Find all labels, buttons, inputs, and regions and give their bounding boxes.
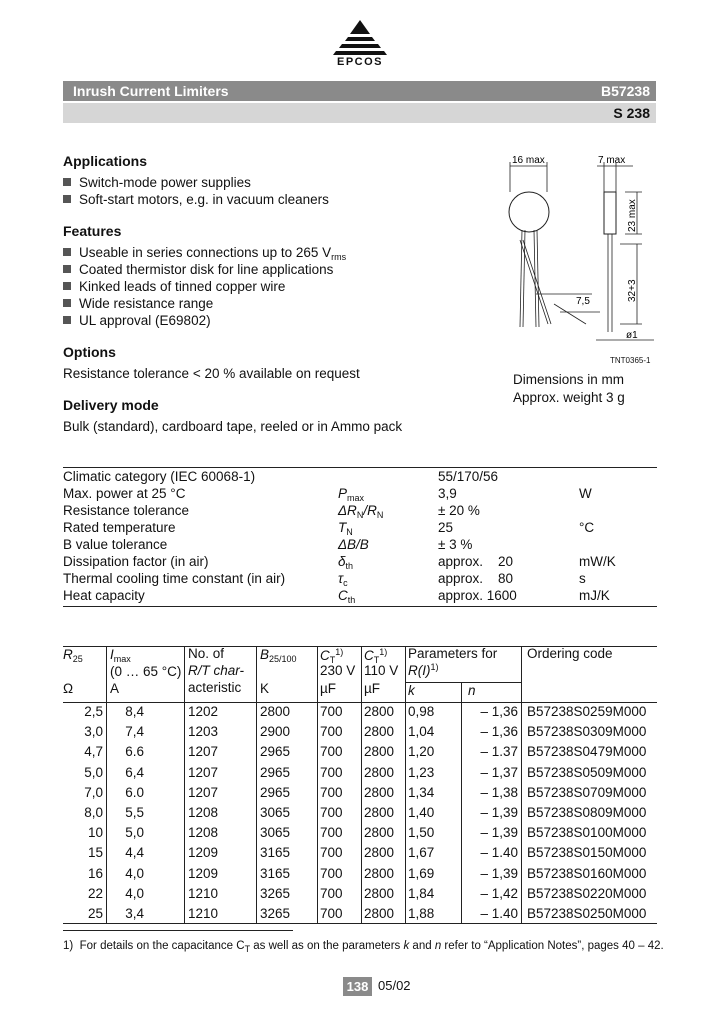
cell-ct-230: 700 [320,764,343,780]
header-ct110-unit: µF [364,681,381,696]
table-row [63,906,657,924]
table-row [63,724,657,742]
cell-k: 1,34 [408,784,435,800]
header-order: Ordering code [527,646,613,661]
cell-ct-110: 2800 [364,704,395,719]
page-number: 138 [343,977,372,996]
spec-row: Thermal cooling time constant (in air) $\tau_c$ approx. 80 s [63,571,586,588]
cell-ct-230: 700 [320,805,343,820]
cell-ct-230: 700 [320,724,343,740]
cell-ct-230: 700 [320,906,343,921]
cell-n: – 1,36 [480,704,518,719]
cell-rt-char: 1202 [188,704,219,719]
features-item: Coated thermistor disk for line applications [63,262,333,277]
cell-rt-char: 1208 [188,805,219,820]
dim-pitch-label: 7,5 [576,296,590,307]
cell-ordering-code: B57238S0809M000 [527,805,647,820]
table-row [63,845,657,863]
cell-b-value: 2965 [260,764,291,780]
cell-r25: 16 [87,865,103,881]
table-row [63,886,657,904]
cell-rt-char: 1210 [188,885,219,901]
cell-n: – 1.40 [480,845,518,861]
header-r25: $R_{25}$ [63,647,83,664]
cell-r25: 15 [87,845,103,861]
cell-rt-char: 1207 [188,744,219,760]
cell-ct-230: 700 [320,784,343,800]
cell-imax: 5,5 [125,805,144,820]
cell-b-value: 3265 [260,906,291,921]
dimension-caption: Dimensions in mm Approx. weight 3 g [513,372,625,405]
spec-row: B value tolerance ΔB/B ± 3 % [63,537,473,552]
header-n: n [468,683,476,698]
title-bar [63,81,656,101]
cell-ordering-code: B57238S0100M000 [527,825,647,841]
cell-r25: 8,0 [84,805,103,820]
cell-b-value: 2800 [260,704,291,719]
features-heading: Features [63,223,122,239]
cell-imax: 4,4 [125,845,144,861]
cell-ct-230: 700 [320,865,343,881]
cell-ct-110: 2800 [364,744,395,760]
table-row [63,744,657,762]
cell-ordering-code: B57238S0150M000 [527,845,647,861]
header-params: Parameters for [408,646,498,661]
header-params2: $R(I)^{1)}$ [408,662,439,678]
header-ct230-v: 230 V [320,663,356,678]
series-bar [63,103,656,123]
cell-r25: 22 [87,885,103,901]
cell-ct-110: 2800 [364,906,395,921]
cell-n: – 1,38 [480,784,518,800]
cell-k: 1,20 [408,744,435,760]
issue-date: 05/02 [378,978,411,993]
features-item: UL approval (E69802) [63,313,211,328]
cell-n: – 1.37 [480,744,518,760]
cell-ct-110: 2800 [364,724,395,740]
cell-k: 1,40 [408,805,435,820]
cell-ordering-code: B57238S0250M000 [527,906,647,921]
dim-diameter-label: ø1 [626,330,638,341]
spec-row: Rated temperature $T_N$ 25 °C [63,520,595,537]
spec-row: Resistance tolerance $\Delta R_N/R_N$ ± 20 % [63,503,480,520]
cell-r25: 7,0 [84,784,103,800]
features-item: Wide resistance range [63,296,213,311]
cell-ct-110: 2800 [364,845,395,861]
cell-ct-230: 700 [320,845,343,861]
header-r25-unit: Ω [63,681,74,696]
cell-k: 1,88 [408,906,435,921]
cell-k: 1,04 [408,724,435,740]
header-ct110: $C_T^{1)}$ [364,647,388,665]
dim-16-label: 16 max [512,155,545,166]
cell-n: – 1,39 [480,805,518,820]
cell-ct-110: 2800 [364,805,395,820]
header-no2: R/T char- [188,663,245,678]
cell-k: 1,69 [408,865,435,881]
header-k: k [408,683,415,698]
cell-r25: 10 [87,825,103,841]
delivery-text: Bulk (standard), cardboard tape, reeled or in Ammo pack [63,419,403,434]
cell-ct-110: 2800 [364,865,395,881]
header-ct230-unit: µF [320,681,337,696]
cell-b-value: 3165 [260,865,291,881]
cell-imax: 6.6 [125,744,144,760]
cell-rt-char: 1203 [188,724,219,740]
header-ct230: $C_T^{1)}$ [320,647,344,665]
features-item: Useable in series connections up to 265 $V_{rms}$ [63,245,346,262]
header-b-unit: K [260,681,270,696]
dim-7-label: 7 max [598,155,626,166]
part-number: B57238 [600,83,650,99]
delivery-heading: Delivery mode [63,397,159,413]
cell-k: 1,67 [408,845,435,861]
cell-ct-230: 700 [320,744,343,760]
cell-n: – 1,37 [480,764,518,780]
cell-imax: 6,4 [125,764,144,780]
cell-k: 0,98 [408,704,435,719]
header-ct110-v: 110 V [364,663,399,678]
cell-rt-char: 1209 [188,865,219,881]
cell-k: 1,23 [408,764,435,780]
cell-k: 1,50 [408,825,435,841]
table-row [63,805,657,823]
cell-ct-230: 700 [320,885,343,901]
document-title: Inrush Current Limiters [73,83,229,99]
cell-ct-110: 2800 [364,825,395,841]
cell-ct-110: 2800 [364,784,395,800]
cell-ordering-code: B57238S0509M000 [527,764,647,780]
spec-row: Heat capacity $C_{th}$ approx. 1600 mJ/K [63,588,610,605]
table-row [63,825,657,843]
cell-r25: 2,5 [84,704,103,719]
applications-heading: Applications [63,153,148,169]
cell-rt-char: 1207 [188,764,219,780]
footnote-rule [63,930,293,931]
cell-b-value: 3265 [260,885,291,901]
cell-k: 1,84 [408,885,435,901]
cell-r25: 25 [87,906,103,921]
header-imax: $I_{max}$ [110,647,131,664]
cell-imax: 3,4 [125,906,144,921]
applications-item: Switch-mode power supplies [63,175,251,190]
applications-item: Soft-start motors, e.g. in vacuum cleaners [63,192,329,207]
cell-rt-char: 1210 [188,906,219,921]
cell-ordering-code: B57238S0160M000 [527,865,647,881]
epcos-logo-text: EPCOS [336,56,383,68]
options-text: Resistance tolerance < 20 % available on request [63,366,360,381]
drawing-code: TNT0365-1 [610,356,651,365]
cell-ct-110: 2800 [364,764,395,780]
header-imax-range: (0 … 65 °C) [110,664,182,679]
table-row [63,866,657,884]
dimension-drawing [500,152,660,368]
cell-n: – 1,39 [480,865,518,881]
cell-r25: 4,7 [84,744,103,760]
cell-imax: 5,0 [125,825,144,841]
series-label: S 238 [613,105,650,121]
header-imax-unit: A [110,681,120,696]
cell-ct-230: 700 [320,825,343,841]
cell-ordering-code: B57238S0220M000 [527,885,647,901]
cell-b-value: 3065 [260,825,291,841]
spec-row: Dissipation factor (in air) $\delta_{th}$ approx. 20 mW/K [63,554,616,571]
cell-ct-230: 700 [320,704,343,719]
cell-rt-char: 1208 [188,825,219,841]
cell-imax: 6.0 [125,784,144,800]
cell-n: – 1,36 [480,724,518,740]
cell-imax: 4,0 [125,885,144,901]
cell-ordering-code: B57238S0709M000 [527,784,647,800]
features-item: Kinked leads of tinned copper wire [63,279,285,294]
table-row [63,704,657,722]
cell-ordering-code: B57238S0309M000 [527,724,647,740]
spec-row: Max. power at 25 °C $P_{max}$ 3,9 W [63,486,592,503]
footnote: 1) For details on the capacitance $C_T$ as well as on the parameters k and n refer to “Application Notes”, pages 40 – 42. [63,940,664,954]
cell-imax: 4,0 [125,865,144,881]
options-heading: Options [63,344,116,360]
cell-ct-110: 2800 [364,885,395,901]
cell-n: – 1,42 [480,885,518,901]
cell-r25: 3,0 [84,724,103,740]
cell-b-value: 2965 [260,744,291,760]
table-row [63,785,657,803]
cell-ordering-code: B57238S0479M000 [527,744,647,760]
header-no3: acteristic [188,680,242,695]
cell-rt-char: 1207 [188,784,219,800]
cell-imax: 8,4 [125,704,144,719]
dim-23-label: 23 max [627,199,638,232]
dim-32-label: 32+3 [627,279,638,302]
cell-r25: 5,0 [84,764,103,780]
cell-imax: 7,4 [125,724,144,740]
cell-n: – 1,39 [480,825,518,841]
header-no: No. of [188,646,225,661]
cell-b-value: 3165 [260,845,291,861]
cell-n: – 1.40 [480,906,518,921]
header-b: $B_{25/100}$ [260,647,297,664]
cell-ordering-code: B57238S0259M000 [527,704,647,719]
epcos-logo-mark [326,18,394,56]
table-row [63,765,657,783]
cell-b-value: 2965 [260,784,291,800]
cell-b-value: 2900 [260,724,291,740]
spec-row: Climatic category (IEC 60068-1) 55/170/56 [63,469,499,484]
cell-b-value: 3065 [260,805,291,820]
cell-rt-char: 1209 [188,845,219,861]
